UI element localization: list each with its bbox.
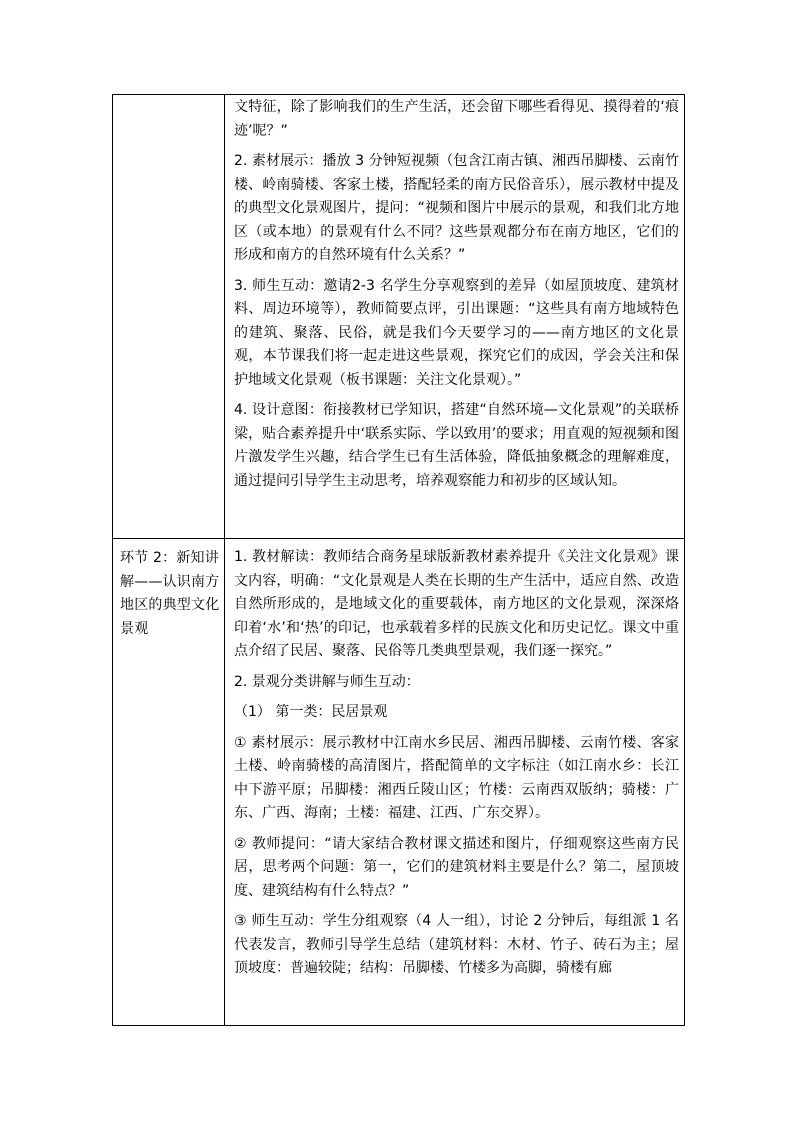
paragraph: 1. 教材解读：教师结合商务星球版新教材素养提升《关注文化景观》课文内容，明确：“文化景观是人类在长期的生产生活中，适应自然、改造自然所形成的，是地域文化的重要载体，南方地区的文化景观，深深烙印着‘水’和‘热’的印记，也承载着多样的民族文化和历史记忆。课文中重点介绍了民居、聚落、民俗等几类典型景观，我们逐一探究。”: [234, 549, 679, 659]
activity-content: [225, 539, 684, 981]
paragraph: 4. 设计意图：衔接教材已学知识，搭建“自然环境—文化景观”的关联桥梁，贴合素养提升中‘联系实际、学以致用’的要求；用直观的短视频和图片激发学生兴趣，结合学生已有生活体验，降低抽象概念的理解难度，通过提问引导学生主动思考，培养观察能力和初步的区域认知。: [234, 402, 679, 489]
paragraph: 2. 素材展示：播放 3 分钟短视频（包含江南古镇、湘西吊脚楼、云南竹楼、岭南骑楼、客家土楼，搭配轻柔的南方民俗音乐），展示教材中提及的典型文化景观图片，提问：“视频和图片中展示的景观，和我们北方地区（或本地）的景观有什么不同？这些景观都分布在南方地区，它们的形成和南方的自然环境有什么关系？”: [234, 153, 679, 263]
paragraph: ② 教师提问：“请大家结合教材课文描述和图片，仔细观察这些南方民居，思考两个问题：第一，它们的建筑材料主要是什么？第二，屋顶坡度、建筑结构有什么特点？”: [234, 835, 679, 899]
stage-label: 环节 2：新知讲解——认识南方地区的典型文化景观: [120, 550, 220, 637]
table-row: [113, 95, 685, 539]
lesson-plan-table: [112, 94, 685, 1026]
stage-label-cell: [113, 95, 225, 539]
activity-content-cell: [225, 95, 685, 539]
activity-content-cell: [225, 539, 685, 1026]
paragraph: ① 素材展示：展示教材中江南水乡民居、湘西吊脚楼、云南竹楼、客家土楼、岭南骑楼的高清图片，搭配简单的文字标注（如江南水乡：长江中下游平原；吊脚楼：湘西丘陵山区；竹楼：云南西双版纳；骑楼：广东、广西、海南；土楼：福建、江西、广东交界）。: [234, 734, 679, 821]
paragraph: 3. 师生互动：邀请2-3 名学生分享观察到的差异（如屋顶坡度、建筑材料、周边环境等），教师简要点评，引出课题：“这些具有南方地域特色的建筑、聚落、民俗，就是我们今天要学习的——南方地区的文化景观，本节课我们将一起走进这些景观，探究它们的成因，学会关注和保护地域文化景观（板书课题：关注文化景观）。”: [234, 277, 679, 388]
paragraph: 2. 景观分类讲解与师生互动：: [234, 673, 420, 690]
paragraph: 文特征，除了影响我们的生产生活，还会留下哪些看得见、摸得着的‘痕迹’呢？”: [234, 99, 679, 139]
stage-label-cell: [113, 539, 225, 1026]
paragraph: ③ 师生互动：学生分组观察（4 人一组），讨论 2 分钟后，每组派 1 名代表发言，教师引导学生总结（建筑材料：木材、竹子、砖石为主；屋顶坡度：普遍较陡；结构：吊脚楼、竹楼多为高脚，骑楼有廊: [234, 913, 679, 976]
activity-content: [225, 96, 684, 493]
paragraph: （1） 第一类：民居景观: [234, 704, 388, 720]
table-row: [113, 539, 685, 1026]
stage-label: [113, 95, 224, 103]
